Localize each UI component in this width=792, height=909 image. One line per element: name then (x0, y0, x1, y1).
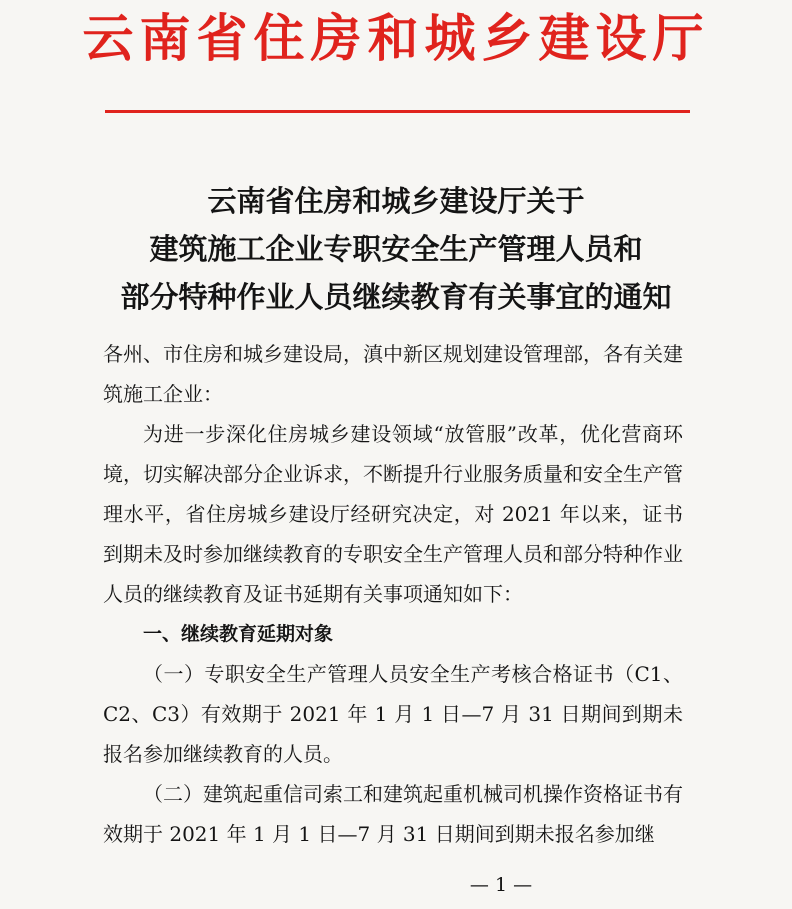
document-title (0, 177, 792, 321)
section-item-2: （二）建筑起重信司索工和建筑起重机械司机操作资格证书有效期于 2021 年 1 月 1 日—7 月 31 日期间到期未报名参加继 (103, 782, 683, 846)
section-item-1: （一）专职安全生产管理人员安全生产考核合格证书（C1、C2、C3）有效期于 2021 年 1 月 1 日—7 月 31 日期间到期未报名参加继续教育的人员。 (103, 662, 683, 766)
page-number: — 1 — (469, 874, 533, 896)
salutation: 各州、市住房和城乡建设局，滇中新区规划建设管理部，各有关建筑施工企业： (103, 342, 683, 406)
letterhead-red-rule (105, 110, 690, 113)
org-letterhead-title: 云南省住房和城乡建设厅 (82, 9, 710, 69)
title-line-2: 建筑施工企业专职安全生产管理人员和 (149, 232, 643, 266)
intro-paragraph: 为进一步深化住房城乡建设领域“放管服”改革，优化营商环境，切实解决部分企业诉求，不断提升行业服务质量和安全生产管理水平，省住房城乡建设厅经研究决定，对 2021 年以来，证书到期未及时参加继续教育的专职安全生产管理人员和部分特种作业人员的继续教育及证书延期有关事项通知如下： (103, 422, 683, 606)
document-body (103, 334, 683, 854)
section-heading-1: 一、继续教育延期对象 (143, 623, 334, 645)
title-line-3: 部分特种作业人员继续教育有关事宜的通知 (120, 280, 672, 314)
title-line-1: 云南省住房和城乡建设厅关于 (207, 184, 585, 218)
